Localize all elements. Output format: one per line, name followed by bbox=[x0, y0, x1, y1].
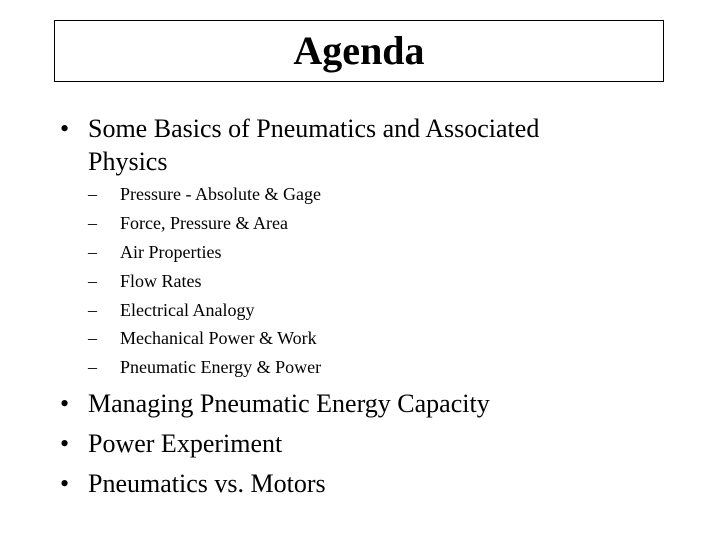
page-title: Agenda bbox=[293, 28, 425, 73]
bullet-icon: • bbox=[60, 469, 70, 498]
sub-item-text: Force, Pressure & Area bbox=[120, 212, 288, 233]
sub-item-text: Mechanical Power & Work bbox=[120, 328, 317, 349]
bullet-icon: • bbox=[60, 114, 70, 143]
sub-item-text: Electrical Analogy bbox=[120, 299, 255, 320]
bullet-item-basics bbox=[60, 112, 620, 178]
sub-item-text: Flow Rates bbox=[120, 270, 202, 291]
dash-icon: – bbox=[88, 184, 97, 204]
dash-icon: – bbox=[88, 270, 97, 291]
sub-item-text: Pneumatic Energy & Power bbox=[120, 357, 322, 378]
bullet-item-experiment bbox=[60, 427, 620, 460]
dash-icon: – bbox=[88, 328, 97, 349]
sub-item-text: Air Properties bbox=[120, 241, 222, 262]
bullet-text: Power Experiment bbox=[88, 429, 283, 458]
bullet-text: Pneumatics vs. Motors bbox=[88, 469, 326, 498]
bullet-icon: • bbox=[60, 429, 70, 458]
bullet-icon: • bbox=[60, 389, 70, 418]
dash-icon: – bbox=[88, 299, 97, 320]
dash-icon: – bbox=[88, 212, 97, 233]
bullet-item-managing bbox=[60, 387, 620, 420]
bullet-text: Some Basics of Pneumatics and Associated Physics bbox=[88, 114, 540, 176]
dash-icon: – bbox=[88, 241, 97, 262]
sub-item-text: Pressure - Absolute & Gage bbox=[120, 184, 321, 204]
dash-icon: – bbox=[88, 357, 97, 378]
bullet-item-motors bbox=[60, 467, 620, 500]
bullet-text: Managing Pneumatic Energy Capacity bbox=[88, 389, 490, 418]
